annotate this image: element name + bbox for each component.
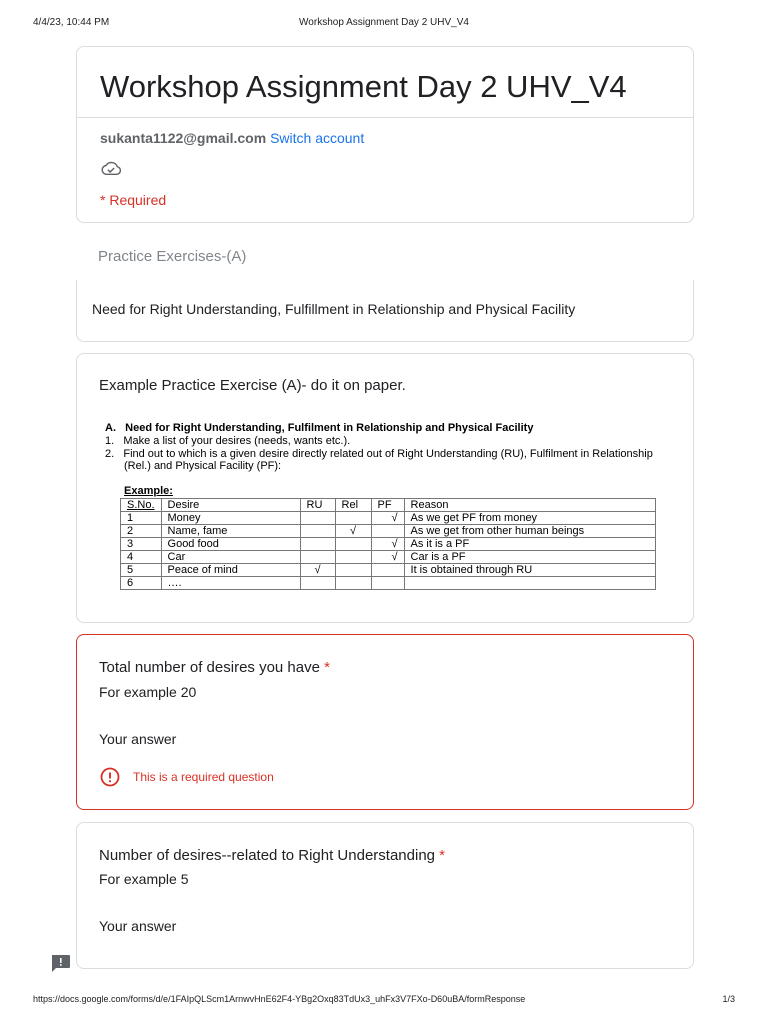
table-cell: √	[371, 538, 404, 551]
table-cell	[300, 525, 335, 538]
table-cell	[371, 564, 404, 577]
table-cell: 3	[121, 538, 162, 551]
step-text: Find out to which is a given desire directly related out of Right Understanding (RU), Fulfilment in Relationship	[123, 448, 653, 460]
table-header: Rel	[335, 499, 371, 512]
table-cell: It is obtained through RU	[404, 564, 655, 577]
table-cell: 6	[121, 577, 162, 590]
question-help-text: For example 5	[99, 871, 189, 887]
step-text: Make a list of your desires (needs, wants etc.).	[123, 435, 351, 447]
table-cell	[371, 525, 404, 538]
answer-input[interactable]: Your answer	[99, 918, 177, 934]
exercise-heading	[105, 422, 533, 434]
feedback-icon[interactable]	[50, 954, 71, 973]
table-cell	[335, 512, 371, 525]
table-cell: As we get PF from money	[404, 512, 655, 525]
question-help-text: For example 20	[99, 684, 197, 700]
exercise-step: 2. Find out to which is a given desire directly related out of Right Understanding (RU), Fulfilment in Relationship	[105, 448, 653, 460]
table-cell: √	[300, 564, 335, 577]
account-line	[100, 130, 364, 146]
table-cell	[335, 564, 371, 577]
section-description-card	[76, 280, 694, 342]
print-url: https://docs.google.com/forms/d/e/1FAIpQLScm1ArnwvHnE62F4-YBg2Oxq83TdUx3_uhFx3V7FXo-D60uBA/formResponse	[33, 994, 526, 1004]
example-table	[120, 498, 656, 590]
heading-letter: A.	[105, 422, 116, 434]
table-row	[121, 551, 656, 564]
error-text: This is a required question	[133, 770, 274, 784]
question-card-total-desires	[76, 634, 694, 810]
print-title: Workshop Assignment Day 2 UHV_V4	[299, 17, 469, 28]
table-cell: Good food	[161, 538, 300, 551]
question-title-text: Number of desires--related to Right Understanding	[99, 847, 435, 864]
table-cell: 1	[121, 512, 162, 525]
table-row	[121, 538, 656, 551]
table-row	[121, 525, 656, 538]
form-title: Workshop Assignment Day 2 UHV_V4	[100, 69, 627, 104]
table-row	[121, 577, 656, 590]
question-title-text: Total number of desires you have	[99, 659, 320, 676]
table-cell: ….	[161, 577, 300, 590]
question-title	[99, 659, 330, 676]
table-cell: Car	[161, 551, 300, 564]
table-header: S.No.	[121, 499, 162, 512]
table-cell	[300, 577, 335, 590]
example-label: Example:	[124, 485, 173, 497]
table-cell: Money	[161, 512, 300, 525]
required-note: * Required	[100, 192, 167, 208]
print-page-number: 1/3	[722, 994, 735, 1004]
table-cell	[404, 577, 655, 590]
image-item-card	[76, 353, 694, 623]
question-title	[99, 847, 445, 864]
account-email: sukanta1122@gmail.com	[100, 130, 267, 146]
table-header: Desire	[161, 499, 300, 512]
table-cell	[300, 551, 335, 564]
table-cell: √	[335, 525, 371, 538]
table-cell: As it is a PF	[404, 538, 655, 551]
table-header: Reason	[404, 499, 655, 512]
table-cell: As we get from other human beings	[404, 525, 655, 538]
table-cell: 5	[121, 564, 162, 577]
print-datetime: 4/4/23, 10:44 PM	[33, 17, 110, 28]
table-cell	[335, 577, 371, 590]
table-header: PF	[371, 499, 404, 512]
table-cell: Car is a PF	[404, 551, 655, 564]
section-description: Need for Right Understanding, Fulfillment in Relationship and Physical Facility	[92, 301, 576, 317]
required-star: *	[324, 659, 330, 676]
image-item-title: Example Practice Exercise (A)- do it on paper.	[99, 377, 406, 394]
table-cell: Peace of mind	[161, 564, 300, 577]
table-cell: 2	[121, 525, 162, 538]
table-row	[121, 564, 656, 577]
exercise-step-continued: (Rel.) and Physical Facility (PF):	[124, 460, 282, 472]
exercise-step: 1. Make a list of your desires (needs, wants etc.).	[105, 435, 351, 447]
table-cell: √	[371, 512, 404, 525]
table-header-row	[121, 499, 656, 512]
table-cell	[335, 538, 371, 551]
error-icon	[100, 767, 120, 787]
required-error	[100, 767, 274, 787]
answer-input[interactable]: Your answer	[99, 731, 177, 747]
heading-text: Need for Right Understanding, Fulfilment in Relationship and Physical Facility	[125, 422, 534, 434]
header-divider	[77, 117, 693, 118]
table-cell	[371, 577, 404, 590]
table-header: RU	[300, 499, 335, 512]
switch-account-link[interactable]: Switch account	[270, 130, 365, 146]
required-star: *	[439, 847, 446, 864]
section-title: Practice Exercises-(A)	[98, 248, 247, 265]
table-cell: √	[371, 551, 404, 564]
form-header-card	[76, 46, 694, 223]
table-cell: Name, fame	[161, 525, 300, 538]
table-row	[121, 512, 656, 525]
table-cell	[300, 512, 335, 525]
cloud-check-icon	[100, 159, 122, 177]
table-cell	[335, 551, 371, 564]
table-cell	[300, 538, 335, 551]
table-cell: 4	[121, 551, 162, 564]
question-card-ru-desires	[76, 822, 694, 969]
